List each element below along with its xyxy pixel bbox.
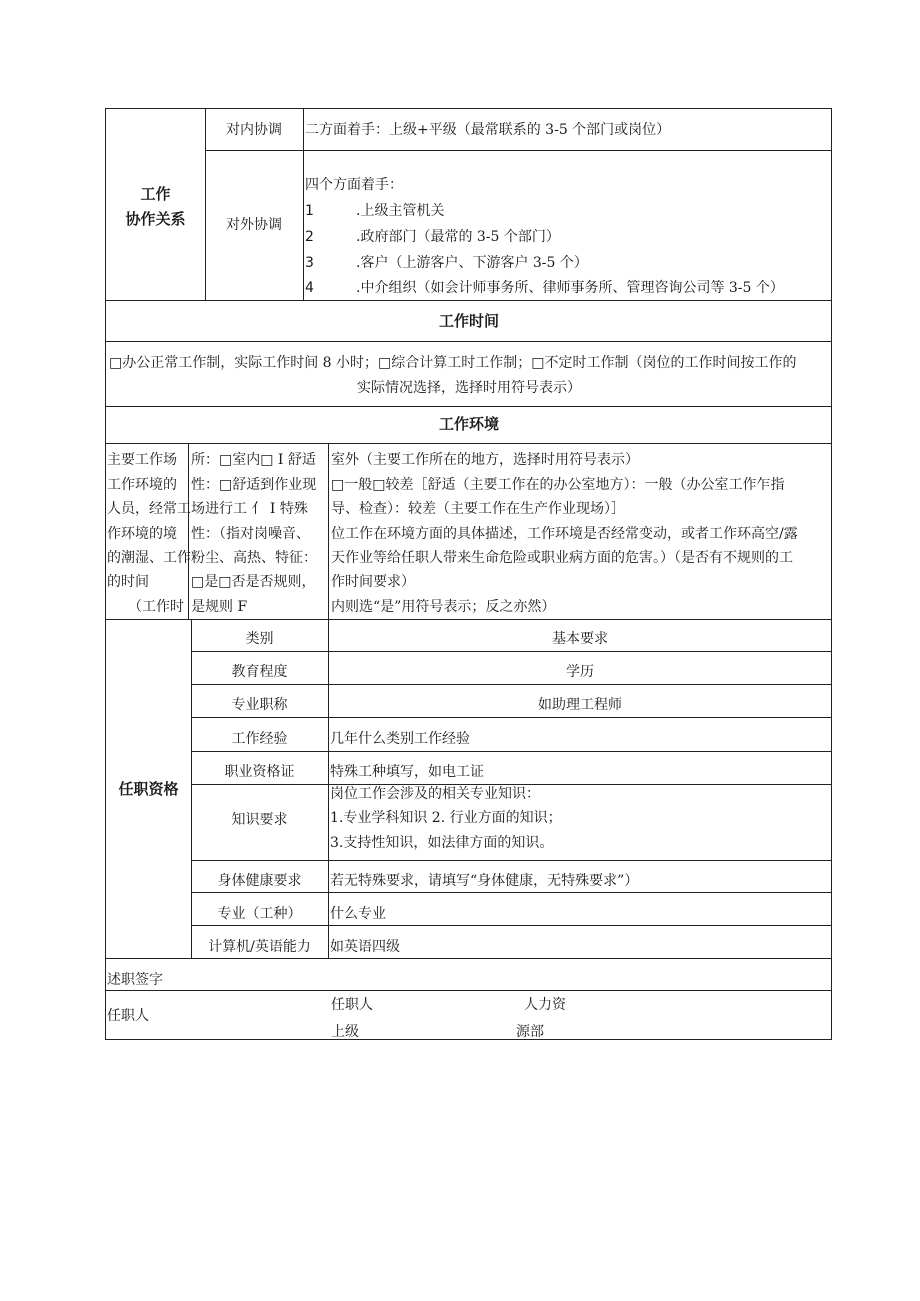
qual-category: 职业资格证 xyxy=(224,764,295,780)
env-col3-line: 内则选“是”用符号表示；反之亦然） xyxy=(331,599,556,615)
external-item-num: 1 xyxy=(305,203,314,219)
qual-value: 若无特殊要求，请填写“身体健康，无特殊要求”） xyxy=(330,873,639,889)
env-col3-line: 室外（主要工作所在的地方，选择时用符号表示） xyxy=(331,452,639,468)
external-item-text: .客户（上游客户、下游客户 3-5 个） xyxy=(356,255,588,271)
internal-coord-label: 对内协调 xyxy=(226,122,282,138)
env-col1-line: 人员，经常工 xyxy=(107,501,191,517)
env-col1-line: 的时间 xyxy=(107,574,149,590)
rule xyxy=(106,958,832,959)
qual-category: 专业职称 xyxy=(231,697,288,713)
env-col1-line: 的潮湿、工作 xyxy=(107,550,191,566)
qual-value: 特殊工种填写，如电工证 xyxy=(330,764,484,780)
work-time-line1: □办公正常工作制，实际工作时间 8 小时；□综合计算工时工作制；□不定时工作制（岗位的工作时间按工作的 xyxy=(109,355,797,371)
external-coord-label: 对外协调 xyxy=(226,217,282,233)
collab-label-line2: 协作关系 xyxy=(125,210,186,228)
rule xyxy=(328,443,329,619)
rule xyxy=(191,684,832,685)
env-col2-line: 所：□室内□ I 舒适 xyxy=(191,452,316,468)
holder-superior-line1: 任职人 xyxy=(331,997,373,1013)
rule xyxy=(191,717,832,718)
env-col3-line: 作时间要求） xyxy=(331,574,415,590)
qual-value: 如英语四级 xyxy=(330,939,400,955)
signature-heading: 述职签字 xyxy=(107,972,163,988)
internal-coord-text: 二方面着手：上级+平级（最常联系的 3-5 个部门或岗位） xyxy=(305,122,671,138)
rule xyxy=(106,406,832,407)
rule xyxy=(106,300,832,301)
env-col2-line: 粉尘、高热、特征： xyxy=(191,550,317,566)
qual-category: 工作经验 xyxy=(231,731,288,747)
qual-value-line: 1.专业学科知识 2. 行业方面的知识； xyxy=(330,810,562,826)
env-col2-line: 场进行工 亻 I 特殊 xyxy=(191,501,308,517)
external-item-num: 4 xyxy=(305,280,314,296)
qual-value-line: 3.支持性知识，如法律方面的知识。 xyxy=(330,835,554,851)
env-col1-line: 主要工作场 xyxy=(107,452,177,468)
work-time-line2: 实际情况选择，选择时用符号表示） xyxy=(357,380,581,396)
external-item-text: .上级主管机关 xyxy=(356,203,445,219)
holder-superior-line2: 上级 xyxy=(331,1024,359,1040)
env-col1-line: 作环境的境 xyxy=(107,526,177,542)
qual-category: 计算机/英语能力 xyxy=(208,939,311,955)
qual-category: 知识要求 xyxy=(231,812,288,828)
env-col3-line: 天作业等给任职人带来生命危险或职业病方面的危害。）（是否有不规则的工 xyxy=(331,550,793,566)
env-col2-line: 是规则 F xyxy=(191,599,248,615)
job-description-table xyxy=(105,108,832,1040)
work-time-heading: 工作时间 xyxy=(438,312,499,330)
qual-category: 专业（工种） xyxy=(217,906,302,922)
external-item-text: .中介组织（如会计师事务所、律师事务所、管理咨询公司等 3-5 个） xyxy=(356,280,784,296)
collab-label-line1: 工作 xyxy=(140,185,171,203)
hr-dept-line2: 源部 xyxy=(516,1024,544,1040)
rule xyxy=(106,619,832,620)
qual-value: 几年什么类别工作经验 xyxy=(330,731,470,747)
qual-category: 教育程度 xyxy=(231,664,288,680)
env-col1-line: 工作环境的 xyxy=(107,477,177,493)
rule xyxy=(188,443,189,619)
env-col2-line: □是□否是否规则， xyxy=(191,574,316,590)
env-col2-line: 性：（指对岗噪音、 xyxy=(191,526,310,542)
env-col3-line: □一般□较差［舒适（主要工作在的办公室地方）：一般（办公室工作乍指 xyxy=(331,477,785,493)
rule xyxy=(106,443,832,444)
qual-value-line: 岗位工作会涉及的相关专业知识： xyxy=(330,786,540,802)
env-col1-line: （工作时 xyxy=(128,599,184,615)
qual-header-requirement: 基本要求 xyxy=(552,631,608,647)
qual-category: 身体健康要求 xyxy=(217,873,302,889)
qual-value: 什么专业 xyxy=(330,906,386,922)
hr-dept-line1: 人力资 xyxy=(524,997,566,1013)
rule xyxy=(191,892,832,893)
rule xyxy=(303,109,304,300)
rule xyxy=(106,990,832,991)
env-col2-line: 性：□舒适到作业现 xyxy=(191,477,317,493)
qualifications-label: 任职资格 xyxy=(118,780,179,798)
env-col3-line: 导、检查）：较差（主要工作在生产作业现场）］ xyxy=(331,501,625,517)
external-coord-intro: 四个方面着手： xyxy=(305,177,403,193)
rule xyxy=(191,860,832,861)
rule xyxy=(191,751,832,752)
rule xyxy=(106,341,832,342)
external-item-text: .政府部门（最常的 3-5 个部门） xyxy=(356,229,560,245)
qual-value: 如助理工程师 xyxy=(538,697,622,713)
qual-header-category: 类别 xyxy=(245,631,274,647)
holder-label: 任职人 xyxy=(107,1008,149,1024)
rule xyxy=(191,925,832,926)
rule xyxy=(205,150,832,151)
external-item-num: 2 xyxy=(305,229,314,245)
work-env-heading: 工作环境 xyxy=(438,415,499,433)
external-item-num: 3 xyxy=(305,255,314,271)
env-col3-line: 位工作在环境方面的具体描述，工作环境是否经常变动，或者工作环高空/露 xyxy=(331,526,798,542)
rule xyxy=(191,651,832,652)
qual-value: 学历 xyxy=(566,664,594,680)
